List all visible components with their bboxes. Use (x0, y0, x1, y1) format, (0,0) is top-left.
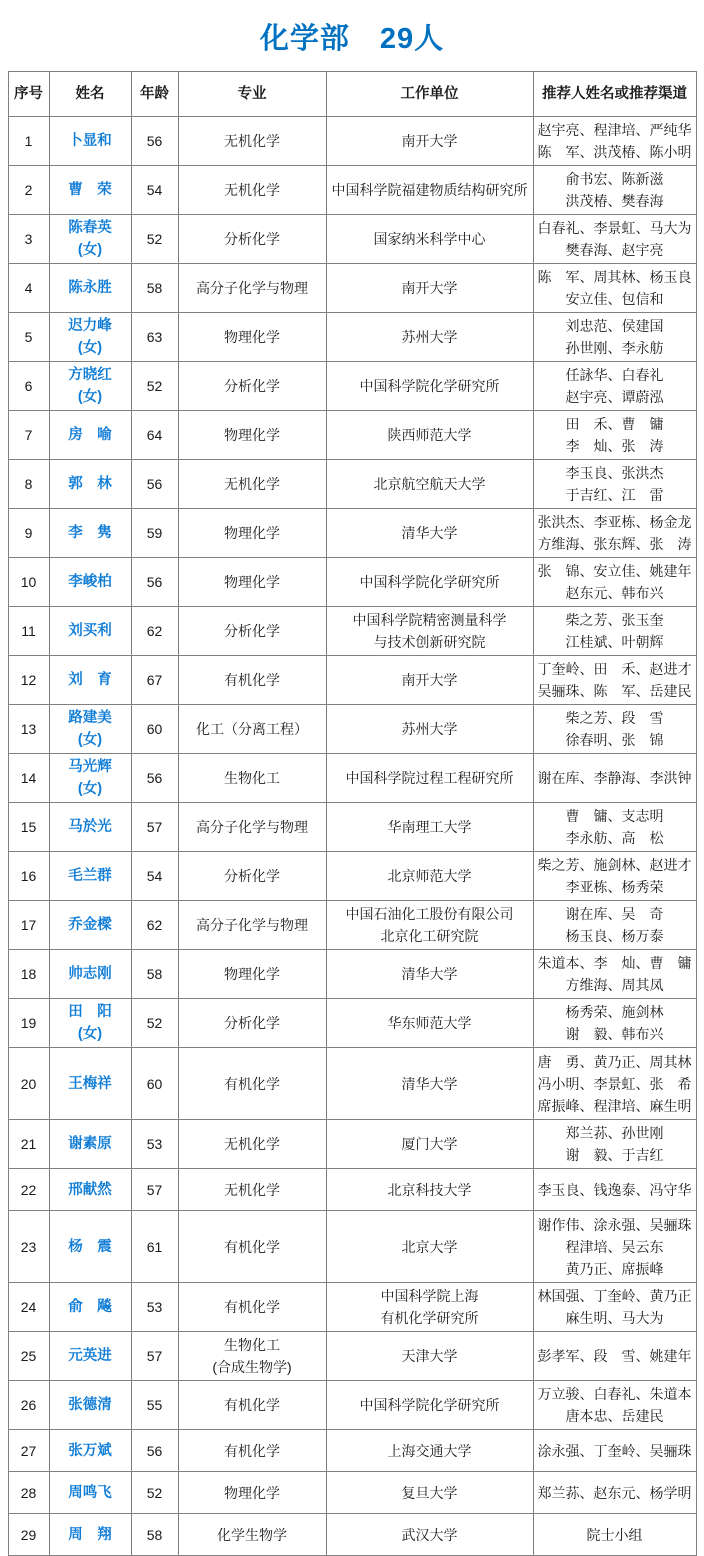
cell-major: 分析化学 (178, 215, 326, 264)
cell-age: 56 (131, 754, 178, 803)
cell-unit: 天津大学 (326, 1332, 533, 1381)
cell-recommenders: 谢在库、李静海、李洪钟 (533, 754, 696, 803)
header-no: 序号 (8, 72, 49, 117)
cell-age: 52 (131, 1472, 178, 1514)
cell-unit: 武汉大学 (326, 1514, 533, 1556)
table-row (8, 1332, 696, 1381)
cell-name: 元英进 (49, 1332, 131, 1381)
cell-name: 俞 飚 (49, 1283, 131, 1332)
cell-no: 15 (8, 803, 49, 852)
cell-no: 5 (8, 313, 49, 362)
table-row (8, 754, 696, 803)
cell-no: 12 (8, 656, 49, 705)
table-row (8, 1430, 696, 1472)
cell-major: 有机化学 (178, 1211, 326, 1283)
table-row (8, 1283, 696, 1332)
cell-no: 3 (8, 215, 49, 264)
cell-age: 60 (131, 1048, 178, 1120)
cell-name: 马於光 (49, 803, 131, 852)
cell-name: 邢献然 (49, 1169, 131, 1211)
cell-no: 10 (8, 558, 49, 607)
cell-age: 57 (131, 1169, 178, 1211)
cell-name: 刘买利 (49, 607, 131, 656)
cell-recommenders: 田 禾、曹 镛 李 灿、张 涛 (533, 411, 696, 460)
cell-major: 无机化学 (178, 1120, 326, 1169)
table-row (8, 852, 696, 901)
cell-name: 马光辉 (女) (49, 754, 131, 803)
cell-recommenders: 任詠华、白春礼 赵宇亮、谭蔚泓 (533, 362, 696, 411)
cell-major: 有机化学 (178, 656, 326, 705)
cell-no: 18 (8, 950, 49, 999)
cell-no: 20 (8, 1048, 49, 1120)
cell-unit: 清华大学 (326, 1048, 533, 1120)
cell-major: 物理化学 (178, 558, 326, 607)
cell-unit: 复旦大学 (326, 1472, 533, 1514)
cell-recommenders: 杨秀荣、施剑林 谢 毅、韩布兴 (533, 999, 696, 1048)
cell-recommenders: 陈 军、周其林、杨玉良 安立佳、包信和 (533, 264, 696, 313)
cell-no: 11 (8, 607, 49, 656)
cell-unit: 南开大学 (326, 656, 533, 705)
cell-recommenders: 赵宇亮、程津培、严纯华 陈 军、洪茂椿、陈小明 (533, 117, 696, 166)
cell-name: 张德清 (49, 1381, 131, 1430)
cell-name: 田 阳 (女) (49, 999, 131, 1048)
cell-recommenders: 柴之芳、施剑林、赵进才 李亚栋、杨秀荣 (533, 852, 696, 901)
cell-recommenders: 丁奎岭、田 禾、赵进才 吴骊珠、陈 军、岳建民 (533, 656, 696, 705)
cell-age: 58 (131, 950, 178, 999)
cell-recommenders: 郑兰荪、赵东元、杨学明 (533, 1472, 696, 1514)
cell-age: 57 (131, 803, 178, 852)
cell-unit: 中国科学院上海 有机化学研究所 (326, 1283, 533, 1332)
cell-unit: 南开大学 (326, 117, 533, 166)
cell-recommenders: 唐 勇、黄乃正、周其林 冯小明、李景虹、张 希 席振峰、程津培、麻生明 (533, 1048, 696, 1120)
cell-major: 高分子化学与物理 (178, 264, 326, 313)
cell-no: 22 (8, 1169, 49, 1211)
cell-no: 28 (8, 1472, 49, 1514)
cell-unit: 中国科学院化学研究所 (326, 362, 533, 411)
cell-age: 58 (131, 1514, 178, 1556)
cell-age: 53 (131, 1120, 178, 1169)
cell-age: 57 (131, 1332, 178, 1381)
table-row (8, 656, 696, 705)
cell-no: 27 (8, 1430, 49, 1472)
table-row (8, 999, 696, 1048)
cell-unit: 清华大学 (326, 509, 533, 558)
table-row (8, 1048, 696, 1120)
header-major: 专业 (178, 72, 326, 117)
page-title: 化学部 29人 (259, 23, 445, 55)
cell-unit: 北京师范大学 (326, 852, 533, 901)
cell-no: 6 (8, 362, 49, 411)
table-header (8, 72, 696, 117)
cell-age: 64 (131, 411, 178, 460)
cell-no: 19 (8, 999, 49, 1048)
cell-recommenders: 曹 镛、支志明 李永舫、高 松 (533, 803, 696, 852)
cell-major: 物理化学 (178, 1472, 326, 1514)
cell-no: 21 (8, 1120, 49, 1169)
cell-major: 高分子化学与物理 (178, 901, 326, 950)
cell-no: 4 (8, 264, 49, 313)
cell-unit: 陕西师范大学 (326, 411, 533, 460)
cell-age: 56 (131, 558, 178, 607)
table-row (8, 1381, 696, 1430)
cell-name: 张万斌 (49, 1430, 131, 1472)
cell-major: 无机化学 (178, 1169, 326, 1211)
cell-recommenders: 柴之芳、段 雪 徐春明、张 锦 (533, 705, 696, 754)
cell-name: 郭 林 (49, 460, 131, 509)
cell-age: 63 (131, 313, 178, 362)
table-row (8, 1169, 696, 1211)
cell-major: 有机化学 (178, 1048, 326, 1120)
cell-name: 卜显和 (49, 117, 131, 166)
cell-age: 60 (131, 705, 178, 754)
cell-unit: 南开大学 (326, 264, 533, 313)
table-row (8, 509, 696, 558)
cell-major: 物理化学 (178, 509, 326, 558)
cell-unit: 厦门大学 (326, 1120, 533, 1169)
table-body (8, 117, 696, 1556)
cell-name: 李 隽 (49, 509, 131, 558)
cell-major: 分析化学 (178, 362, 326, 411)
cell-recommenders: 林国强、丁奎岭、黄乃正 麻生明、马大为 (533, 1283, 696, 1332)
cell-name: 房 喻 (49, 411, 131, 460)
cell-name: 陈永胜 (49, 264, 131, 313)
cell-age: 67 (131, 656, 178, 705)
cell-major: 物理化学 (178, 950, 326, 999)
cell-recommenders: 白春礼、李景虹、马大为 樊春海、赵宇亮 (533, 215, 696, 264)
cell-no: 8 (8, 460, 49, 509)
cell-major: 分析化学 (178, 607, 326, 656)
table-row (8, 166, 696, 215)
cell-age: 62 (131, 901, 178, 950)
table-row (8, 117, 696, 166)
cell-recommenders: 谢在库、吴 奇 杨玉良、杨万泰 (533, 901, 696, 950)
cell-major: 无机化学 (178, 117, 326, 166)
cell-unit: 国家纳米科学中心 (326, 215, 533, 264)
cell-no: 13 (8, 705, 49, 754)
table-row (8, 460, 696, 509)
cell-name: 李峻柏 (49, 558, 131, 607)
cell-recommenders: 万立骏、白春礼、朱道本 唐本忠、岳建民 (533, 1381, 696, 1430)
cell-no: 17 (8, 901, 49, 950)
cell-no: 25 (8, 1332, 49, 1381)
cell-name: 周鸣飞 (49, 1472, 131, 1514)
cell-recommenders: 郑兰荪、孙世刚 谢 毅、于吉红 (533, 1120, 696, 1169)
cell-recommenders: 院士小组 (533, 1514, 696, 1556)
cell-no: 29 (8, 1514, 49, 1556)
cell-unit: 中国石油化工股份有限公司 北京化工研究院 (326, 901, 533, 950)
table-row (8, 607, 696, 656)
header-unit: 工作单位 (326, 72, 533, 117)
cell-no: 9 (8, 509, 49, 558)
header-row (8, 72, 696, 117)
cell-major: 生物化工 (178, 754, 326, 803)
cell-major: 物理化学 (178, 313, 326, 362)
cell-name: 路建美 (女) (49, 705, 131, 754)
cell-age: 54 (131, 166, 178, 215)
table-row (8, 411, 696, 460)
cell-unit: 苏州大学 (326, 313, 533, 362)
table-row (8, 362, 696, 411)
cell-unit: 中国科学院化学研究所 (326, 558, 533, 607)
roster-table (8, 71, 697, 1556)
cell-major: 分析化学 (178, 852, 326, 901)
cell-recommenders: 张 锦、安立佳、姚建年 赵东元、韩布兴 (533, 558, 696, 607)
cell-age: 55 (131, 1381, 178, 1430)
table-row (8, 1120, 696, 1169)
cell-age: 52 (131, 362, 178, 411)
table-row (8, 215, 696, 264)
cell-recommenders: 李玉良、张洪杰 于吉红、江 雷 (533, 460, 696, 509)
cell-no: 7 (8, 411, 49, 460)
table-row (8, 313, 696, 362)
cell-age: 52 (131, 999, 178, 1048)
cell-unit: 北京科技大学 (326, 1169, 533, 1211)
cell-name: 迟力峰 (女) (49, 313, 131, 362)
cell-age: 53 (131, 1283, 178, 1332)
cell-recommenders: 谢作伟、涂永强、吴骊珠 程津培、吴云东 黄乃正、席振峰 (533, 1211, 696, 1283)
table-row (8, 803, 696, 852)
cell-name: 曹 荣 (49, 166, 131, 215)
cell-name: 方晓红 (女) (49, 362, 131, 411)
table-row (8, 705, 696, 754)
cell-major: 物理化学 (178, 411, 326, 460)
cell-recommenders: 李玉良、钱逸泰、冯守华 (533, 1169, 696, 1211)
cell-unit: 中国科学院精密测量科学 与技术创新研究院 (326, 607, 533, 656)
table-row (8, 558, 696, 607)
cell-major: 化工（分离工程） (178, 705, 326, 754)
cell-unit: 苏州大学 (326, 705, 533, 754)
cell-recommenders: 彭孝军、段 雪、姚建年 (533, 1332, 696, 1381)
cell-name: 刘 育 (49, 656, 131, 705)
cell-recommenders: 朱道本、李 灿、曹 镛 方维海、周其凤 (533, 950, 696, 999)
table-row (8, 264, 696, 313)
cell-name: 陈春英 (女) (49, 215, 131, 264)
cell-no: 16 (8, 852, 49, 901)
cell-major: 有机化学 (178, 1430, 326, 1472)
cell-name: 周 翔 (49, 1514, 131, 1556)
cell-no: 24 (8, 1283, 49, 1332)
table-row (8, 901, 696, 950)
cell-recommenders: 涂永强、丁奎岭、吴骊珠 (533, 1430, 696, 1472)
cell-age: 61 (131, 1211, 178, 1283)
cell-unit: 上海交通大学 (326, 1430, 533, 1472)
cell-recommenders: 张洪杰、李亚栋、杨金龙 方维海、张东辉、张 涛 (533, 509, 696, 558)
cell-major: 无机化学 (178, 460, 326, 509)
cell-age: 54 (131, 852, 178, 901)
header-recommenders: 推荐人姓名或推荐渠道 (533, 72, 696, 117)
cell-major: 化学生物学 (178, 1514, 326, 1556)
cell-age: 58 (131, 264, 178, 313)
cell-major: 分析化学 (178, 999, 326, 1048)
cell-recommenders: 俞书宏、陈新滋 洪茂椿、樊春海 (533, 166, 696, 215)
table-row (8, 950, 696, 999)
cell-major: 有机化学 (178, 1283, 326, 1332)
cell-unit: 中国科学院过程工程研究所 (326, 754, 533, 803)
header-name: 姓名 (49, 72, 131, 117)
cell-age: 56 (131, 117, 178, 166)
cell-unit: 华东师范大学 (326, 999, 533, 1048)
cell-name: 毛兰群 (49, 852, 131, 901)
cell-name: 谢素原 (49, 1120, 131, 1169)
cell-no: 26 (8, 1381, 49, 1430)
cell-unit: 北京航空航天大学 (326, 460, 533, 509)
cell-major: 高分子化学与物理 (178, 803, 326, 852)
cell-unit: 北京大学 (326, 1211, 533, 1283)
cell-age: 59 (131, 509, 178, 558)
cell-major: 有机化学 (178, 1381, 326, 1430)
cell-no: 23 (8, 1211, 49, 1283)
cell-unit: 中国科学院福建物质结构研究所 (326, 166, 533, 215)
cell-name: 王梅祥 (49, 1048, 131, 1120)
cell-no: 1 (8, 117, 49, 166)
table-row (8, 1514, 696, 1556)
cell-name: 乔金樑 (49, 901, 131, 950)
cell-major: 生物化工 (合成生物学) (178, 1332, 326, 1381)
cell-recommenders: 刘忠范、侯建国 孙世刚、李永舫 (533, 313, 696, 362)
cell-name: 帅志刚 (49, 950, 131, 999)
cell-age: 56 (131, 1430, 178, 1472)
cell-age: 52 (131, 215, 178, 264)
cell-age: 62 (131, 607, 178, 656)
table-row (8, 1211, 696, 1283)
cell-unit: 清华大学 (326, 950, 533, 999)
cell-no: 14 (8, 754, 49, 803)
header-age: 年龄 (131, 72, 178, 117)
cell-unit: 华南理工大学 (326, 803, 533, 852)
cell-name: 杨 震 (49, 1211, 131, 1283)
cell-major: 无机化学 (178, 166, 326, 215)
cell-no: 2 (8, 166, 49, 215)
cell-age: 56 (131, 460, 178, 509)
cell-recommenders: 柴之芳、张玉奎 江桂斌、叶朝辉 (533, 607, 696, 656)
table-row (8, 1472, 696, 1514)
cell-unit: 中国科学院化学研究所 (326, 1381, 533, 1430)
